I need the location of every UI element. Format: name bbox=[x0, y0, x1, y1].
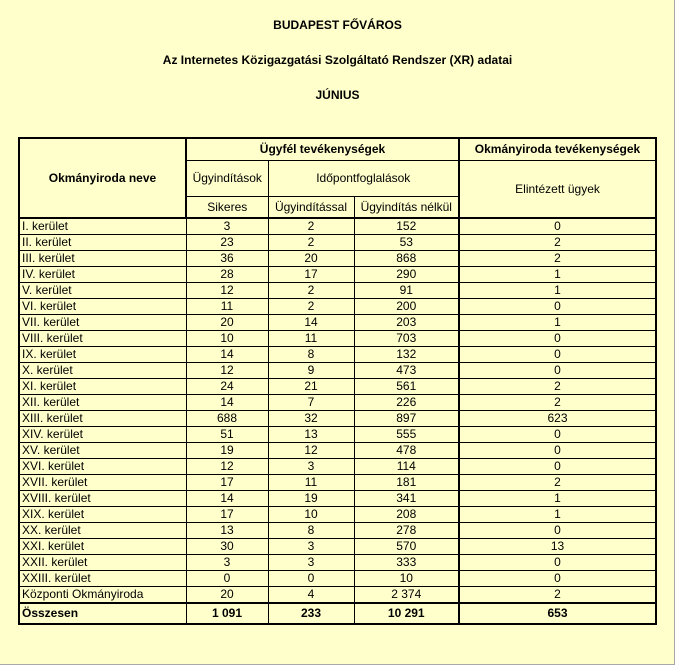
without-initiation-value: 868 bbox=[354, 251, 459, 267]
completed-value: 2 bbox=[459, 379, 656, 395]
with-initiation-value: 19 bbox=[268, 491, 354, 507]
district-name: VIII. kerület bbox=[19, 331, 186, 347]
without-initiation-value: 473 bbox=[354, 363, 459, 379]
successful-value: 12 bbox=[186, 363, 268, 379]
without-initiation-value: 2 374 bbox=[354, 587, 459, 604]
successful-value: 20 bbox=[186, 315, 268, 331]
with-initiation-value: 3 bbox=[268, 555, 354, 571]
district-name: VII. kerület bbox=[19, 315, 186, 331]
district-name: XII. kerület bbox=[19, 395, 186, 411]
without-initiation-value: 341 bbox=[354, 491, 459, 507]
table-row bbox=[19, 283, 656, 299]
table-row bbox=[19, 459, 656, 475]
successful-value: 19 bbox=[186, 443, 268, 459]
district-name: XIV. kerület bbox=[19, 427, 186, 443]
completed-value: 1 bbox=[459, 283, 656, 299]
table-row bbox=[19, 427, 656, 443]
table-row bbox=[19, 363, 656, 379]
table-row bbox=[19, 379, 656, 395]
district-name: XXI. kerület bbox=[19, 539, 186, 555]
successful-value: 12 bbox=[186, 459, 268, 475]
without-initiation-value: 114 bbox=[354, 459, 459, 475]
table-row bbox=[19, 443, 656, 459]
without-initiation-value: 200 bbox=[354, 299, 459, 315]
without-initiation-value: 278 bbox=[354, 523, 459, 539]
with-initiation-value: 20 bbox=[268, 251, 354, 267]
district-name: V. kerület bbox=[19, 283, 186, 299]
table-row bbox=[19, 587, 656, 604]
table-row bbox=[19, 331, 656, 347]
without-initiation-value: 132 bbox=[354, 347, 459, 363]
without-initiation-value: 570 bbox=[354, 539, 459, 555]
table-row bbox=[19, 347, 656, 363]
successful-value: 23 bbox=[186, 235, 268, 251]
header-client-group: Ügyfél tevékenységek bbox=[186, 138, 459, 161]
with-initiation-value: 0 bbox=[268, 571, 354, 587]
completed-value: 0 bbox=[459, 571, 656, 587]
with-initiation-value: 2 bbox=[268, 299, 354, 315]
successful-value: 688 bbox=[186, 411, 268, 427]
successful-value: 11 bbox=[186, 299, 268, 315]
table-row bbox=[19, 555, 656, 571]
successful-value: 14 bbox=[186, 395, 268, 411]
table-row bbox=[19, 523, 656, 539]
completed-value: 0 bbox=[459, 331, 656, 347]
successful-value: 10 bbox=[186, 331, 268, 347]
with-initiation-value: 3 bbox=[268, 539, 354, 555]
header-name: Okmányiroda neve bbox=[19, 138, 186, 218]
successful-value: 36 bbox=[186, 251, 268, 267]
without-initiation-value: 91 bbox=[354, 283, 459, 299]
successful-value: 17 bbox=[186, 475, 268, 491]
without-initiation-value: 561 bbox=[354, 379, 459, 395]
with-initiation-value: 8 bbox=[268, 523, 354, 539]
district-name: XVI. kerület bbox=[19, 459, 186, 475]
table-row bbox=[19, 251, 656, 267]
without-initiation-value: 10 291 bbox=[354, 603, 459, 624]
completed-value: 653 bbox=[459, 603, 656, 624]
successful-value: 17 bbox=[186, 507, 268, 523]
completed-value: 2 bbox=[459, 235, 656, 251]
completed-value: 2 bbox=[459, 251, 656, 267]
successful-value: 14 bbox=[186, 491, 268, 507]
table-row bbox=[19, 475, 656, 491]
with-initiation-value: 14 bbox=[268, 315, 354, 331]
with-initiation-value: 9 bbox=[268, 363, 354, 379]
data-table bbox=[18, 137, 657, 625]
without-initiation-value: 203 bbox=[354, 315, 459, 331]
successful-value: 3 bbox=[186, 555, 268, 571]
table-row bbox=[19, 315, 656, 331]
table-row bbox=[19, 411, 656, 427]
table-row bbox=[19, 491, 656, 507]
completed-value: 0 bbox=[459, 523, 656, 539]
successful-value: 24 bbox=[186, 379, 268, 395]
header-appointments: Időpontfoglalások bbox=[268, 161, 459, 197]
completed-value: 1 bbox=[459, 491, 656, 507]
without-initiation-value: 290 bbox=[354, 267, 459, 283]
total-row bbox=[19, 603, 656, 624]
completed-value: 2 bbox=[459, 587, 656, 604]
completed-value: 0 bbox=[459, 299, 656, 315]
without-initiation-value: 703 bbox=[354, 331, 459, 347]
district-name: III. kerület bbox=[19, 251, 186, 267]
without-initiation-value: 897 bbox=[354, 411, 459, 427]
completed-value: 1 bbox=[459, 315, 656, 331]
table-row bbox=[19, 218, 656, 235]
with-initiation-value: 2 bbox=[268, 283, 354, 299]
district-name: XVIII. kerület bbox=[19, 491, 186, 507]
table-row bbox=[19, 299, 656, 315]
district-name: Központi Okmányiroda bbox=[19, 587, 186, 604]
without-initiation-value: 333 bbox=[354, 555, 459, 571]
without-initiation-value: 555 bbox=[354, 427, 459, 443]
completed-value: 1 bbox=[459, 507, 656, 523]
header-successful: Sikeres bbox=[186, 197, 268, 219]
district-name: XXII. kerület bbox=[19, 555, 186, 571]
completed-value: 0 bbox=[459, 459, 656, 475]
with-initiation-value: 8 bbox=[268, 347, 354, 363]
successful-value: 28 bbox=[186, 267, 268, 283]
with-initiation-value: 13 bbox=[268, 427, 354, 443]
district-name: IX. kerület bbox=[19, 347, 186, 363]
district-name: VI. kerület bbox=[19, 299, 186, 315]
without-initiation-value: 152 bbox=[354, 218, 459, 235]
month-label: JÚNIUS bbox=[315, 88, 360, 102]
table-row bbox=[19, 267, 656, 283]
completed-value: 2 bbox=[459, 395, 656, 411]
header-office-group: Okmányiroda tevékenységek bbox=[459, 138, 656, 161]
header-initiations: Ügyindítások bbox=[186, 161, 268, 197]
header-completed: Elintézett ügyek bbox=[459, 161, 656, 219]
with-initiation-value: 11 bbox=[268, 331, 354, 347]
successful-value: 3 bbox=[186, 218, 268, 235]
table-row bbox=[19, 235, 656, 251]
completed-value: 0 bbox=[459, 363, 656, 379]
completed-value: 13 bbox=[459, 539, 656, 555]
table-row bbox=[19, 507, 656, 523]
without-initiation-value: 10 bbox=[354, 571, 459, 587]
with-initiation-value: 17 bbox=[268, 267, 354, 283]
completed-value: 0 bbox=[459, 443, 656, 459]
with-initiation-value: 7 bbox=[268, 395, 354, 411]
header-without-initiation: Ügyindítás nélkül bbox=[354, 197, 459, 219]
district-name: XI. kerület bbox=[19, 379, 186, 395]
without-initiation-value: 181 bbox=[354, 475, 459, 491]
successful-value: 0 bbox=[186, 571, 268, 587]
with-initiation-value: 2 bbox=[268, 235, 354, 251]
completed-value: 0 bbox=[459, 555, 656, 571]
page-subtitle: Az Internetes Közigazgatási Szolgáltató Rendszer (XR) adatai bbox=[162, 53, 513, 67]
successful-value: 12 bbox=[186, 283, 268, 299]
district-name: I. kerület bbox=[19, 218, 186, 235]
completed-value: 1 bbox=[459, 267, 656, 283]
with-initiation-value: 4 bbox=[268, 587, 354, 604]
completed-value: 0 bbox=[459, 218, 656, 235]
without-initiation-value: 208 bbox=[354, 507, 459, 523]
completed-value: 2 bbox=[459, 475, 656, 491]
district-name: X. kerület bbox=[19, 363, 186, 379]
successful-value: 20 bbox=[186, 587, 268, 604]
table-row bbox=[19, 395, 656, 411]
table-row bbox=[19, 571, 656, 587]
district-name: XV. kerület bbox=[19, 443, 186, 459]
with-initiation-value: 21 bbox=[268, 379, 354, 395]
district-name: XIX. kerület bbox=[19, 507, 186, 523]
completed-value: 0 bbox=[459, 427, 656, 443]
without-initiation-value: 226 bbox=[354, 395, 459, 411]
with-initiation-value: 12 bbox=[268, 443, 354, 459]
table-row bbox=[19, 539, 656, 555]
district-name: Összesen bbox=[19, 603, 186, 624]
district-name: XX. kerület bbox=[19, 523, 186, 539]
district-name: II. kerület bbox=[19, 235, 186, 251]
successful-value: 1 091 bbox=[186, 603, 268, 624]
successful-value: 30 bbox=[186, 539, 268, 555]
without-initiation-value: 53 bbox=[354, 235, 459, 251]
successful-value: 51 bbox=[186, 427, 268, 443]
successful-value: 14 bbox=[186, 347, 268, 363]
district-name: XXIII. kerület bbox=[19, 571, 186, 587]
with-initiation-value: 11 bbox=[268, 475, 354, 491]
successful-value: 13 bbox=[186, 523, 268, 539]
header-with-initiation: Ügyindítással bbox=[268, 197, 354, 219]
with-initiation-value: 10 bbox=[268, 507, 354, 523]
district-name: IV. kerület bbox=[19, 267, 186, 283]
with-initiation-value: 233 bbox=[268, 603, 354, 624]
district-name: XIII. kerület bbox=[19, 411, 186, 427]
district-name: XVII. kerület bbox=[19, 475, 186, 491]
without-initiation-value: 478 bbox=[354, 443, 459, 459]
completed-value: 0 bbox=[459, 347, 656, 363]
with-initiation-value: 32 bbox=[268, 411, 354, 427]
page-title: BUDAPEST FŐVÁROS bbox=[273, 18, 402, 32]
completed-value: 623 bbox=[459, 411, 656, 427]
with-initiation-value: 3 bbox=[268, 459, 354, 475]
with-initiation-value: 2 bbox=[268, 218, 354, 235]
